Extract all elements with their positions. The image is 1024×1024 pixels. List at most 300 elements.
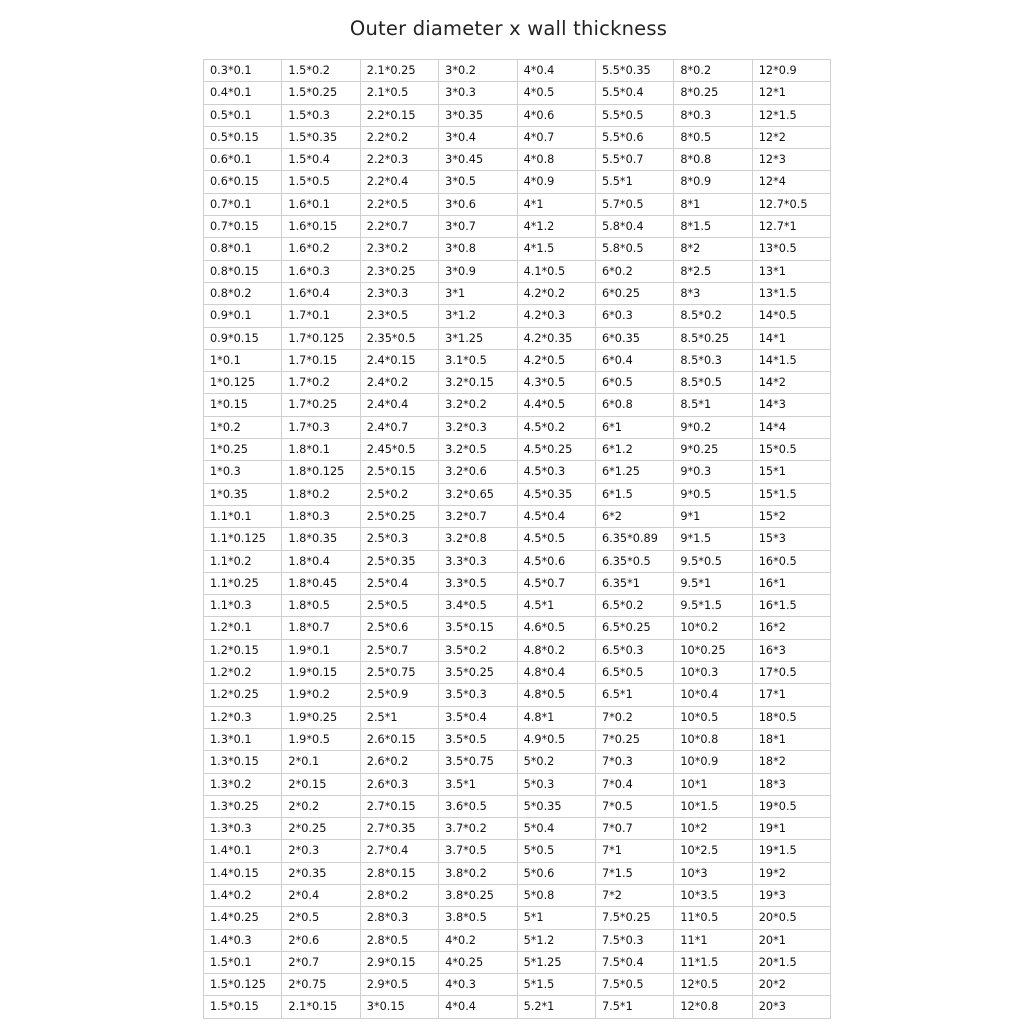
table-cell: 2.5*0.75 [360,662,438,684]
table-cell: 6*0.3 [595,305,673,327]
table-cell: 2.3*0.2 [360,238,438,260]
table-cell: 8.5*0.2 [674,305,752,327]
table-cell: 2.4*0.2 [360,372,438,394]
table-cell: 4.1*0.5 [517,260,595,282]
table-cell: 4.5*0.2 [517,416,595,438]
table-cell: 3.2*0.2 [439,394,517,416]
table-cell: 4*0.4 [439,996,517,1018]
table-cell: 10*0.3 [674,662,752,684]
table-cell: 2.5*0.5 [360,595,438,617]
table-row [204,372,831,394]
table-cell: 2.9*0.5 [360,974,438,996]
table-row [204,104,831,126]
table-row [204,483,831,505]
table-cell: 10*0.9 [674,751,752,773]
table-cell: 6*0.8 [595,394,673,416]
table-cell: 3*0.45 [439,149,517,171]
table-cell: 6.35*0.5 [595,550,673,572]
table-cell: 10*0.2 [674,617,752,639]
table-cell: 12*1.5 [752,104,830,126]
table-cell: 5.5*0.35 [595,60,673,82]
table-row [204,840,831,862]
table-cell: 1.4*0.15 [204,862,282,884]
table-cell: 2.3*0.5 [360,305,438,327]
table-cell: 4*0.5 [517,82,595,104]
table-cell: 1.1*0.25 [204,572,282,594]
table-cell: 1.9*0.2 [282,684,360,706]
table-cell: 2.5*0.25 [360,505,438,527]
table-cell: 1.3*0.3 [204,818,282,840]
table-cell: 20*3 [752,996,830,1018]
table-cell: 6*1 [595,416,673,438]
table-cell: 1.5*0.4 [282,149,360,171]
table-cell: 2*0.1 [282,751,360,773]
table-cell: 4*0.9 [517,171,595,193]
table-cell: 5*1.2 [517,929,595,951]
table-cell: 8.5*0.5 [674,372,752,394]
table-cell: 7*0.25 [595,728,673,750]
table-row [204,327,831,349]
table-row [204,416,831,438]
table-cell: 7*0.2 [595,706,673,728]
table-cell: 1.8*0.7 [282,617,360,639]
table-row [204,193,831,215]
table-cell: 2*0.5 [282,907,360,929]
table-cell: 1.1*0.125 [204,528,282,550]
table-cell: 4.8*0.5 [517,684,595,706]
table-row [204,238,831,260]
table-cell: 8*3 [674,282,752,304]
table-cell: 15*1 [752,461,830,483]
table-cell: 4*1.5 [517,238,595,260]
table-cell: 2.1*0.25 [360,60,438,82]
table-cell: 3.4*0.5 [439,595,517,617]
table-cell: 1.9*0.1 [282,639,360,661]
table-cell: 18*2 [752,751,830,773]
table-cell: 1.7*0.3 [282,416,360,438]
table-row [204,818,831,840]
table-cell: 13*1.5 [752,282,830,304]
page-title: Outer diameter x wall thickness [349,17,668,40]
table-cell: 4.4*0.5 [517,394,595,416]
table-cell: 2.5*0.15 [360,461,438,483]
table-cell: 0.9*0.1 [204,305,282,327]
table-cell: 1.2*0.15 [204,639,282,661]
table-cell: 3.7*0.5 [439,840,517,862]
table-cell: 3.5*0.3 [439,684,517,706]
table-cell: 4.5*0.35 [517,483,595,505]
table-row [204,595,831,617]
table-cell: 1.5*0.3 [282,104,360,126]
table-cell: 1.8*0.1 [282,439,360,461]
table-cell: 15*0.5 [752,439,830,461]
table-cell: 18*1 [752,728,830,750]
table-cell: 2.35*0.5 [360,327,438,349]
table-cell: 12*3 [752,149,830,171]
table-cell: 6*1.5 [595,483,673,505]
table-cell: 10*1.5 [674,795,752,817]
table-cell: 12*2 [752,126,830,148]
table-cell: 15*3 [752,528,830,550]
table-cell: 3.3*0.3 [439,550,517,572]
table-cell: 3.5*0.25 [439,662,517,684]
table-row [204,82,831,104]
table-cell: 12*0.9 [752,60,830,82]
table-cell: 2.1*0.5 [360,82,438,104]
table-cell: 1*0.35 [204,483,282,505]
table-cell: 2.2*0.3 [360,149,438,171]
table-cell: 1.8*0.4 [282,550,360,572]
table-cell: 4.2*0.5 [517,349,595,371]
table-cell: 13*1 [752,260,830,282]
table-cell: 10*2.5 [674,840,752,862]
table-cell: 0.6*0.15 [204,171,282,193]
table-cell: 3*0.2 [439,60,517,82]
table-cell: 8.5*0.3 [674,349,752,371]
table-cell: 7*1 [595,840,673,862]
table-cell: 3*0.5 [439,171,517,193]
table-row [204,751,831,773]
table-cell: 3.2*0.6 [439,461,517,483]
table-cell: 2.7*0.15 [360,795,438,817]
table-cell: 2*0.7 [282,951,360,973]
table-cell: 2.5*0.4 [360,572,438,594]
table-row [204,60,831,82]
table-cell: 4.5*0.4 [517,505,595,527]
table-cell: 2.6*0.3 [360,773,438,795]
table-cell: 9*0.3 [674,461,752,483]
table-row [204,394,831,416]
table-cell: 4.2*0.35 [517,327,595,349]
table-cell: 2*0.6 [282,929,360,951]
table-cell: 3*0.7 [439,216,517,238]
table-row [204,773,831,795]
table-cell: 17*0.5 [752,662,830,684]
table-cell: 8*2 [674,238,752,260]
table-cell: 9.5*1.5 [674,595,752,617]
table-cell: 3.1*0.5 [439,349,517,371]
table-cell: 1.8*0.3 [282,505,360,527]
table-cell: 3.5*0.15 [439,617,517,639]
table-cell: 9*0.2 [674,416,752,438]
table-row [204,951,831,973]
table-cell: 2.5*1 [360,706,438,728]
table-cell: 18*3 [752,773,830,795]
table-cell: 1.5*0.125 [204,974,282,996]
table-cell: 3*0.4 [439,126,517,148]
table-cell: 2.5*0.35 [360,550,438,572]
table-cell: 1.1*0.2 [204,550,282,572]
table-cell: 2.7*0.35 [360,818,438,840]
table-cell: 6.5*0.2 [595,595,673,617]
table-cell: 10*1 [674,773,752,795]
table-cell: 3.5*1 [439,773,517,795]
table-cell: 17*1 [752,684,830,706]
table-cell: 2.2*0.4 [360,171,438,193]
table-cell: 1.9*0.5 [282,728,360,750]
table-cell: 11*1 [674,929,752,951]
table-cell: 6*0.4 [595,349,673,371]
table-cell: 14*3 [752,394,830,416]
table-cell: 6*0.2 [595,260,673,282]
table-cell: 5*0.5 [517,840,595,862]
table-cell: 18*0.5 [752,706,830,728]
table-cell: 3.5*0.75 [439,751,517,773]
table-cell: 5*1 [517,907,595,929]
table-cell: 8*0.3 [674,104,752,126]
table-cell: 5*0.2 [517,751,595,773]
table-cell: 11*0.5 [674,907,752,929]
table-cell: 3*0.35 [439,104,517,126]
table-cell: 6.5*0.3 [595,639,673,661]
table-cell: 5*1.25 [517,951,595,973]
table-row [204,282,831,304]
table-row [204,550,831,572]
table-cell: 7*0.4 [595,773,673,795]
table-cell: 1.7*0.125 [282,327,360,349]
table-cell: 4*1.2 [517,216,595,238]
table-cell: 4.5*0.5 [517,528,595,550]
table-row [204,884,831,906]
table-cell: 1.4*0.1 [204,840,282,862]
table-cell: 4*0.4 [517,60,595,82]
table-cell: 1.9*0.15 [282,662,360,684]
table-cell: 3.2*0.8 [439,528,517,550]
table-cell: 10*0.25 [674,639,752,661]
table-cell: 2.2*0.15 [360,104,438,126]
table-cell: 4.9*0.5 [517,728,595,750]
table-cell: 10*3.5 [674,884,752,906]
table-cell: 2*0.4 [282,884,360,906]
table-cell: 9.5*1 [674,572,752,594]
table-cell: 3.2*0.5 [439,439,517,461]
table-cell: 3.3*0.5 [439,572,517,594]
table-cell: 1.8*0.125 [282,461,360,483]
table-cell: 4.2*0.2 [517,282,595,304]
table-cell: 0.8*0.2 [204,282,282,304]
table-cell: 1.8*0.5 [282,595,360,617]
table-cell: 14*0.5 [752,305,830,327]
table-cell: 19*1.5 [752,840,830,862]
table-cell: 7.5*1 [595,996,673,1018]
table-cell: 4*0.6 [517,104,595,126]
table-cell: 6*2 [595,505,673,527]
table-cell: 1.6*0.15 [282,216,360,238]
table-cell: 6.5*0.25 [595,617,673,639]
table-cell: 20*0.5 [752,907,830,929]
table-row [204,929,831,951]
table-cell: 12*4 [752,171,830,193]
table-cell: 3*1 [439,282,517,304]
table-cell: 3.2*0.15 [439,372,517,394]
table-cell: 12*0.5 [674,974,752,996]
table-cell: 16*2 [752,617,830,639]
table-cell: 1.7*0.1 [282,305,360,327]
table-cell: 1.7*0.15 [282,349,360,371]
table-cell: 1.4*0.2 [204,884,282,906]
table-cell: 8*1 [674,193,752,215]
table-cell: 1.5*0.15 [204,996,282,1018]
table-cell: 5.5*0.6 [595,126,673,148]
table-row [204,996,831,1018]
table-row [204,617,831,639]
table-cell: 1.2*0.1 [204,617,282,639]
table-cell: 1.8*0.35 [282,528,360,550]
table-cell: 4*0.8 [517,149,595,171]
table-cell: 5.5*0.7 [595,149,673,171]
table-cell: 2.4*0.4 [360,394,438,416]
table-cell: 7*0.7 [595,818,673,840]
table-cell: 7*0.5 [595,795,673,817]
table-cell: 3.2*0.7 [439,505,517,527]
table-cell: 4.2*0.3 [517,305,595,327]
table-cell: 0.5*0.15 [204,126,282,148]
size-table-body [204,60,831,1019]
table-row [204,795,831,817]
table-cell: 3*0.15 [360,996,438,1018]
table-cell: 7*2 [595,884,673,906]
table-row [204,728,831,750]
table-cell: 5.5*1 [595,171,673,193]
table-cell: 4*0.3 [439,974,517,996]
table-row [204,305,831,327]
table-cell: 1.2*0.25 [204,684,282,706]
table-cell: 6*1.2 [595,439,673,461]
table-cell: 8*0.8 [674,149,752,171]
table-cell: 13*0.5 [752,238,830,260]
table-cell: 12.7*0.5 [752,193,830,215]
table-cell: 3.5*0.2 [439,639,517,661]
table-cell: 1.3*0.25 [204,795,282,817]
size-table [203,59,831,1019]
table-cell: 2*0.75 [282,974,360,996]
table-cell: 7*0.3 [595,751,673,773]
table-cell: 6.35*1 [595,572,673,594]
table-cell: 4.5*0.7 [517,572,595,594]
table-cell: 4.8*1 [517,706,595,728]
table-cell: 0.8*0.15 [204,260,282,282]
table-cell: 8.5*0.25 [674,327,752,349]
table-cell: 4.5*1 [517,595,595,617]
table-cell: 1*0.15 [204,394,282,416]
table-cell: 1*0.1 [204,349,282,371]
table-cell: 2.6*0.2 [360,751,438,773]
table-cell: 0.9*0.15 [204,327,282,349]
table-cell: 1.1*0.1 [204,505,282,527]
table-row [204,505,831,527]
table-cell: 5.8*0.5 [595,238,673,260]
table-cell: 0.5*0.1 [204,104,282,126]
table-cell: 6.5*0.5 [595,662,673,684]
table-cell: 5*0.35 [517,795,595,817]
table-cell: 10*2 [674,818,752,840]
table-cell: 2*0.35 [282,862,360,884]
table-cell: 1.4*0.3 [204,929,282,951]
table-cell: 5.2*1 [517,996,595,1018]
table-cell: 14*1 [752,327,830,349]
table-cell: 5*1.5 [517,974,595,996]
table-cell: 4*1 [517,193,595,215]
table-cell: 1.5*0.35 [282,126,360,148]
table-cell: 1.7*0.2 [282,372,360,394]
table-cell: 20*1.5 [752,951,830,973]
table-row [204,907,831,929]
table-cell: 2*0.25 [282,818,360,840]
table-cell: 1.3*0.1 [204,728,282,750]
table-cell: 1.5*0.25 [282,82,360,104]
table-row [204,974,831,996]
table-cell: 6*1.25 [595,461,673,483]
table-cell: 4.3*0.5 [517,372,595,394]
table-cell: 0.7*0.15 [204,216,282,238]
table-cell: 7.5*0.3 [595,929,673,951]
table-cell: 3.8*0.5 [439,907,517,929]
table-cell: 0.7*0.1 [204,193,282,215]
table-cell: 5*0.4 [517,818,595,840]
table-cell: 2*0.2 [282,795,360,817]
table-cell: 3*0.9 [439,260,517,282]
table-cell: 1.6*0.4 [282,282,360,304]
table-cell: 3*1.25 [439,327,517,349]
table-cell: 14*4 [752,416,830,438]
table-cell: 4.6*0.5 [517,617,595,639]
table-cell: 3.5*0.5 [439,728,517,750]
table-cell: 19*1 [752,818,830,840]
table-cell: 3*0.3 [439,82,517,104]
table-cell: 14*2 [752,372,830,394]
table-row [204,216,831,238]
table-cell: 2.5*0.7 [360,639,438,661]
table-row [204,149,831,171]
table-cell: 4*0.7 [517,126,595,148]
table-cell: 3.6*0.5 [439,795,517,817]
table-cell: 9*0.5 [674,483,752,505]
table-cell: 19*3 [752,884,830,906]
table-cell: 2.6*0.15 [360,728,438,750]
table-cell: 7.5*0.4 [595,951,673,973]
table-row [204,171,831,193]
table-cell: 0.3*0.1 [204,60,282,82]
table-cell: 4.5*0.6 [517,550,595,572]
table-cell: 16*1 [752,572,830,594]
table-cell: 1.6*0.3 [282,260,360,282]
table-row [204,684,831,706]
table-cell: 6.5*1 [595,684,673,706]
table-cell: 1.5*0.1 [204,951,282,973]
table-cell: 10*0.4 [674,684,752,706]
table-cell: 2.4*0.7 [360,416,438,438]
table-cell: 1.2*0.3 [204,706,282,728]
table-row [204,639,831,661]
table-cell: 4.8*0.4 [517,662,595,684]
table-cell: 1.8*0.45 [282,572,360,594]
table-cell: 2.8*0.5 [360,929,438,951]
table-cell: 2.8*0.15 [360,862,438,884]
table-cell: 9*0.25 [674,439,752,461]
table-row [204,260,831,282]
table-cell: 1.5*0.2 [282,60,360,82]
table-cell: 1.6*0.1 [282,193,360,215]
table-cell: 5*0.6 [517,862,595,884]
table-cell: 2.2*0.5 [360,193,438,215]
table-cell: 1.3*0.2 [204,773,282,795]
table-cell: 3.7*0.2 [439,818,517,840]
table-cell: 4*0.25 [439,951,517,973]
table-cell: 5.5*0.5 [595,104,673,126]
table-cell: 6*0.25 [595,282,673,304]
table-cell: 4.5*0.25 [517,439,595,461]
table-cell: 15*1.5 [752,483,830,505]
